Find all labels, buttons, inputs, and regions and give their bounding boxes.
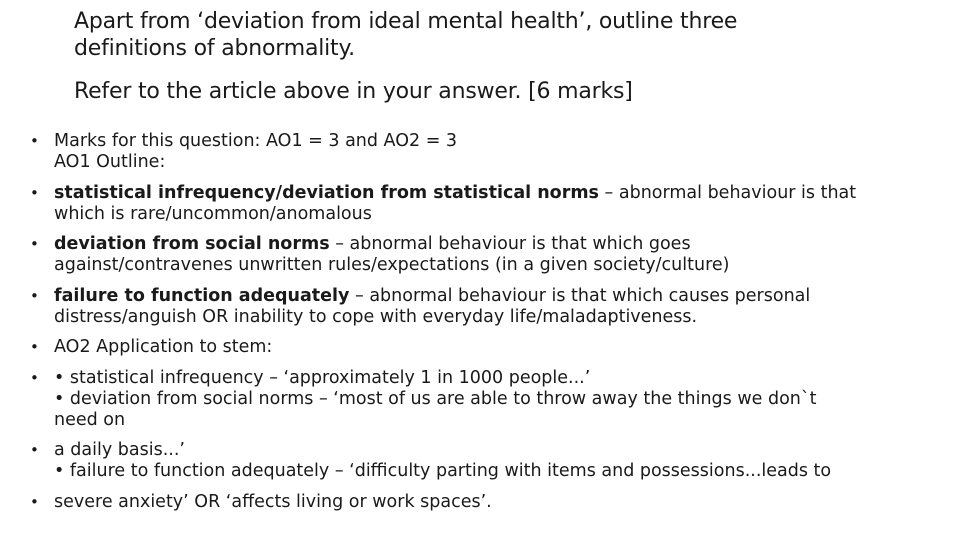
bullet-icon: •: [30, 368, 39, 387]
definition-text: – abnormal behaviour is that which goes: [329, 234, 691, 254]
item-text: • failure to function adequately – ‘difficulty parting with items and possessions...leads to: [54, 461, 832, 481]
definition-text: – abnormal behaviour is that: [598, 182, 857, 203]
list-item: [30, 337, 935, 358]
bullet-icon: •: [30, 338, 39, 356]
question-title: [74, 8, 894, 105]
bullet-icon: •: [30, 235, 39, 253]
bullet-icon: •: [30, 183, 39, 202]
bullet-icon: •: [30, 286, 39, 305]
item-line: [54, 183, 935, 204]
bullet-icon: •: [30, 492, 39, 511]
definition-term: failure to function adequately: [54, 285, 350, 306]
item-text: a daily basis...’: [54, 440, 185, 460]
item-text: Marks for this question: AO1 = 3 and AO2 = 3: [54, 131, 458, 151]
bullet-icon: •: [30, 132, 39, 150]
bullet-icon: •: [30, 441, 39, 459]
mark-scheme-list: [30, 131, 935, 522]
item-text: severe anxiety’ OR ‘affects living or work spaces’.: [54, 491, 492, 512]
item-text: AO2 Application to stem:: [54, 337, 273, 357]
item-text: • statistical infrequency – ‘approximately 1 in 1000 people...’: [54, 367, 591, 388]
list-item: [30, 492, 935, 513]
item-text: need on: [54, 409, 126, 430]
item-text: against/contravenes unwritten rules/expectations (in a given society/culture): [54, 255, 730, 275]
item-text: • deviation from social norms – ‘most of us are able to throw away the things we don`t: [54, 388, 817, 409]
list-item: [30, 368, 935, 431]
list-item: [30, 131, 935, 173]
item-line: [54, 234, 935, 255]
question-instruction: Refer to the article above in your answer. [6 marks]: [74, 79, 633, 104]
list-item: [30, 234, 935, 276]
definition-term: deviation from social norms: [54, 234, 330, 254]
definition-text: – abnormal behaviour is that which causes personal: [349, 285, 811, 306]
list-item: [30, 440, 935, 482]
list-item: [30, 286, 935, 328]
item-line: [54, 286, 935, 307]
item-text: AO1 Outline:: [54, 152, 166, 172]
definition-term: statistical infrequency/deviation from statistical norms: [54, 182, 599, 203]
question-line-2: definitions of abnormality.: [74, 36, 355, 61]
item-text: which is rare/uncommon/anomalous: [54, 203, 372, 224]
item-text: distress/anguish OR inability to cope with everyday life/maladaptiveness.: [54, 306, 698, 327]
list-item: [30, 183, 935, 225]
question-line-1: Apart from ‘deviation from ideal mental health’, outline three: [74, 9, 738, 34]
